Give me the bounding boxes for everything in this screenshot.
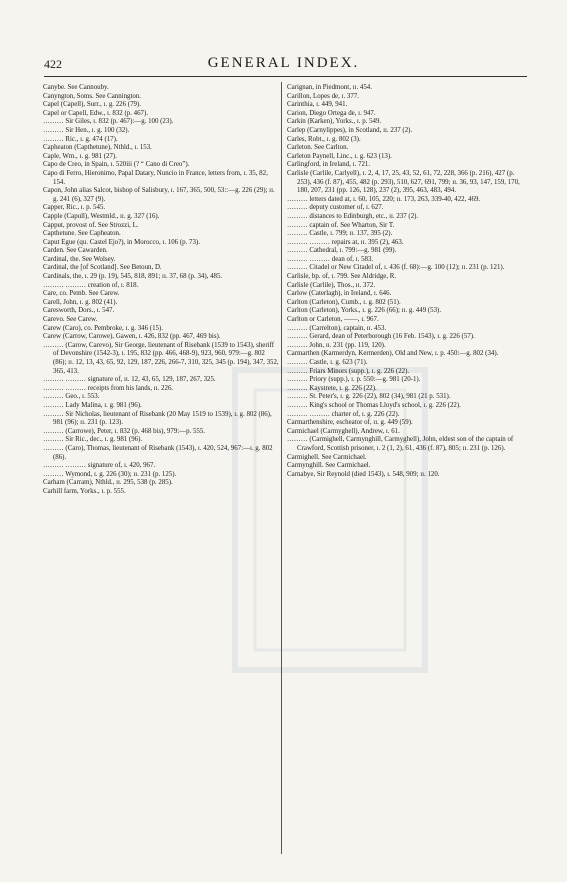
right-column (287, 84, 523, 479)
index-entry: ……… Friars Minors (supp.), ɪ. g. 226 (22). (287, 367, 410, 375)
index-entry: ……… ……… receipts from his lands, ɪɪ. 226. (43, 384, 174, 392)
index-entry: Carnabye, Sir Reynold (died 1543), ɪ. 548, 909; ɪɪ. 120. (287, 470, 440, 478)
index-entry: Carlton (Carleton), Yorks., ɪ. g. 226 (66); ɪɪ. g. 449 (53). (287, 307, 442, 315)
index-entry: ……… distances to Edinburgh, etc., ɪɪ. 237 (2). (287, 212, 419, 220)
running-head: GENERAL INDEX. (207, 55, 360, 71)
index-entry: ……… (Carmighell, Carmynghill, Carmyghell), John, eldest son of the captain of Crawford, Scottish prisoner, ɪ. 2 (1, 2), 61, 436 (f. 87), 805; ɪɪ. 231 (p. 126). (287, 436, 514, 452)
index-entry: ……… Castle, ɪ. 799; ɪɪ. 137, 395 (2). (287, 230, 393, 238)
index-entry: Carion, Diego Ortega de, ɪ. 947. (287, 109, 376, 117)
index-entry: Carinthia, ɪ. 449, 941. (287, 101, 348, 109)
index-entry: ……… Lady Malina, ɪ. g. 981 (96). (43, 401, 142, 409)
index-entry: ……… letters dated at, ɪ. 60, 105, 220; ɪɪ. 173, 263, 339-40, 422, 469. (287, 195, 481, 203)
index-entry: Carlton or Carleton, ——, ɪ. 967. (287, 316, 379, 324)
index-entry: Capel (Capell), Surr., ɪ. g. 226 (79). (43, 101, 141, 109)
index-entry: Carillon, Lopes de, ɪ. 377. (287, 92, 359, 100)
index-entry: Capheaton (Capthetune), Nthld., ɪ. 153. (43, 144, 152, 152)
index-entry: Capple (Capull), Westmld., ɪɪ. g. 327 (16). (43, 212, 160, 220)
index-entry: Carlingford, in Ireland, ɪ. 721. (287, 161, 371, 169)
index-entry: ……… ……… creation of, ɪ. 818. (43, 281, 139, 289)
index-entry: Canybe. See Cannouby. (43, 84, 109, 91)
index-entry: Carew (Caro), co. Pembroke, ɪ. g. 346 (15). (43, 324, 163, 332)
column-divider (281, 82, 282, 854)
index-entry: Cardinal, the [of Scotland]. See Betoun, D. (43, 264, 162, 272)
index-entry: ……… (Carrowe), Peter, ɪ. 832 (p. 468 bis), 979:—p. 555. (43, 427, 206, 435)
index-entry: ……… (Caro), Thomas, lieutenant of Risebank (1543), ɪ. 420, 524, 967:—ɪ. g. 802 (86). (43, 444, 273, 461)
index-entry: Carlisle (Carlile, Carlyell), ɪ. 2, 4, 17, 25, 43, 52, 61, 72, 228, 366 (p. 216), 427 (p. 253), 436 (f. 87), 455, 482 (p. 293), 510, 627, 691, 799; ɪɪ. 36, 93, 147, 159, 170, 180, 207, 231 (pp. 126, 128), 237 (2), 395, 463, 483, 494. (287, 169, 520, 195)
index-entry: ……… Citadel or New Citadel of, ɪ. 436 (f. 68):—g. 100 (12); ɪɪ. 231 (p. 121). (287, 264, 505, 272)
index-entry: ……… captain of. See Wharton, Sir T. (287, 221, 395, 229)
index-entry: Carlton (Carleton), Cumb., ɪ. g. 802 (51). (287, 298, 401, 306)
index-entry: Carleton Paynell, Linc., ɪ. g. 623 (13). (287, 152, 392, 160)
index-entry: Caple, Wm., ɪ. g. 981 (27). (43, 152, 117, 160)
index-entry: ……… Priory (supp.), ɪ. p. 550:—g. 981 (20-1). (287, 376, 421, 384)
index-entry: ……… St. Peter's, ɪ. g. 226 (22), 802 (34), 981 (21 p. 531). (287, 393, 451, 401)
index-entry: ……… ……… signature of, ɪ. 420, 967. (43, 462, 156, 470)
index-entry: ……… ……… signature of, ɪɪ. 12, 43, 65, 129, 187, 267, 325. (43, 376, 216, 384)
index-entry: Capon, John alias Salcot, bishop of Salisbury, ɪ. 167, 365, 500, 53::—g. 226 (29); ɪɪ. g. 241 (6), 327 (9). (43, 187, 275, 203)
index-entry: ……… John, ɪɪ. 231 (pp. 119, 120). (287, 341, 386, 349)
index-entry: Capper, Ric., ɪ. p. 545. (43, 204, 106, 212)
index-entry: Carlow (Caterlagh), in Ireland, ɪ. 646. (287, 290, 392, 298)
index-entry: ……… ……… charter of, ɪ. g. 226 (22). (287, 410, 400, 418)
index-entry: Carmichael (Carmyghell), Andrew, ɪ. 61. (287, 427, 400, 435)
index-entry: ……… deputy customer of, ɪ. 627. (287, 204, 384, 212)
index-entry: Care, co. Pemb. See Carew. (43, 290, 120, 298)
index-entry: ……… Gerard, dean of Peterborough (16 Feb. 1543), ɪ. g. 226 (57). (287, 333, 475, 341)
index-entry: ……… (Carow, Carevo), Sir George, lieutenant of Risebank (1539 to 1543), sheriff of Devonshire (1542-3), ɪ. 195, 832 (pp. 466, 468-9), 923, 960, 979:—g. 802 (86); ɪɪ. 12, 13, 43, 65, 92, 129, 187, 226, 266-7, 310, 325, 345 (p. 194), 347, 352, 365, 413. (43, 341, 279, 375)
index-entry: ……… Cathedral, ɪ. 799:—g. 981 (99). (287, 247, 397, 255)
index-entry: ……… Geo., ɪ. 553. (43, 393, 100, 401)
index-entry: Cardinals, the, ɪ. 29 (p. 19), 545, 818, 891; ɪɪ. 37, 68 (p. 34), 485. (43, 273, 223, 281)
index-entry: Capo di Ferro, Hieronimo, Papal Datary, Nuncio in France, letters from, ɪ. 35, 82, 154. (43, 169, 268, 186)
index-entry: Carlisle (Carlile), Thos., ɪɪ. 372. (287, 281, 376, 289)
index-entry: Carmarthen (Karmerdyn, Kermerden), Old and New, ɪ. p. 450:—g. 802 (34). (287, 350, 499, 358)
index-entry: Carles, Robt., ɪ. g. 802 (3). (287, 135, 361, 143)
index-entry: ……… Sir Hen., ɪ. g. 100 (32). (43, 126, 130, 134)
index-entry: Cardinal, the. See Wolsey. (43, 255, 116, 263)
index-entry: Capo de Creo, in Spain, ɪ. 520iii (? “ Cano di Creo”). (43, 161, 190, 169)
index-entry: Carleton. See Carlton. (287, 144, 349, 152)
index-entry: Carew (Carrow, Carowe), Gawen, ɪ. 426, 832 (pp. 467, 469 bis). (43, 333, 221, 341)
index-entry: Carham (Carram), Nthld., ɪɪ. 295, 538 (p. 285). (43, 479, 173, 487)
index-entry: Carmarthenshire, escheator of, ɪɪ. g. 449 (59). (287, 419, 413, 427)
index-entry: ……… Wymond, ɪ. g. 226 (30); ɪɪ. 231 (p. 125). (43, 470, 177, 478)
index-entry: Capel or Capell, Edw., ɪ. 832 (p. 467). (43, 109, 148, 117)
index-entry: Caresworth, Dors., ɪ. 547. (43, 307, 115, 315)
index-entry: ……… (Carrelton), captain, ɪɪ. 453. (287, 324, 387, 332)
index-entry: Carlep (Carnylippes), in Scotland, ɪɪ. 237 (2). (287, 126, 413, 134)
index-entry: ……… ……… dean of, ɪ. 583. (287, 255, 374, 263)
index-entry: Carmighell. See Carmichael. (287, 453, 367, 461)
index-entry: Capthetune. See Capheaton. (43, 230, 121, 238)
index-entry: Carmynghill. See Carmichael. (287, 462, 371, 470)
index-entry: ……… Sir Nicholas, lieutenant of Risebank (20 May 1519 to 1539), ɪ. g. 802 (86), 981 (96); ɪɪ. 231 (p. 123). (43, 410, 272, 427)
header-rule (44, 76, 527, 77)
index-entry: Capput, provost of. See Strozzi, L. (43, 221, 139, 229)
index-entry: ……… Sir Ric., dec., ɪ. g. 981 (96). (43, 436, 143, 444)
index-entry: ……… Ric., ɪ. g. 474 (17). (43, 135, 118, 143)
left-column (43, 84, 279, 497)
index-entry: ……… Sir Giles, ɪ. 832 (p. 467):—g. 100 (23). (43, 118, 174, 126)
index-entry: Carhill farm, Yorks., ɪ. p. 555. (43, 487, 126, 495)
index-entry: ……… Castle, ɪ. g. 623 (71). (287, 359, 368, 366)
index-entry: Canyngton, Soms. See Cannington. (43, 92, 141, 100)
index-entry: Carkin (Karken), Yorks., ɪ. p. 549. (287, 118, 382, 126)
index-entry: Caput Egue (qu. Castel Ejo?), in Morocco, ɪ. 106 (p. 73). (43, 238, 200, 246)
index-entry: Carevo. See Carew. (43, 316, 98, 324)
index-entry: Carden. See Cawarden. (43, 247, 108, 255)
index-entry: ……… Kaystrete, ɪ. g. 226 (22). (287, 384, 377, 392)
index-entry: ……… ……… repairs at, ɪɪ. 395 (2), 463. (287, 238, 404, 246)
index-entry: Carignan, in Piedmont, ɪɪ. 454. (287, 84, 372, 91)
index-entry: Carlisle, bp. of, ɪ. 799. See Aldridge, R. (287, 273, 397, 281)
index-entry: ……… King's school or Thomas Lloyd's school, ɪ. g. 226 (22). (287, 401, 461, 409)
page-number: 422 (44, 57, 62, 71)
index-entry: Carell, John, ɪ. g. 802 (41). (43, 298, 118, 306)
